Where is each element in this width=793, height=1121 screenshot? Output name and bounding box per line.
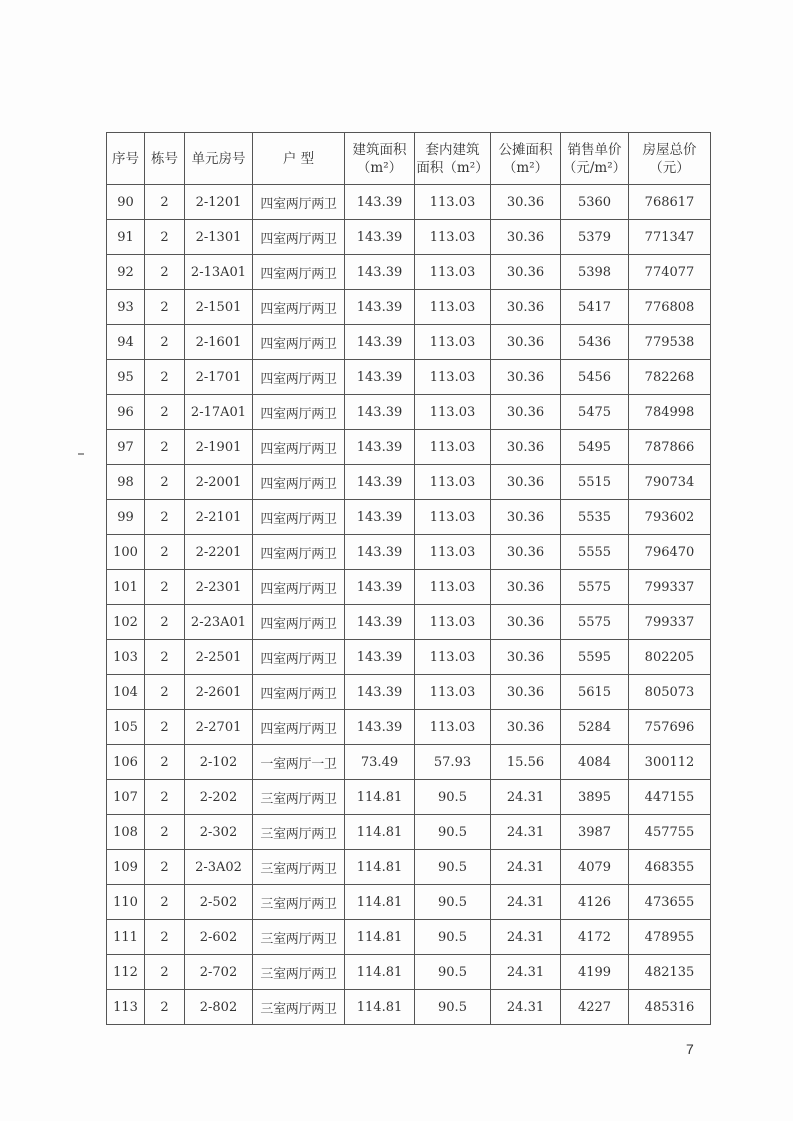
inner-area-cell: 90.5 [415,990,491,1025]
seq-cell: 107 [107,780,145,815]
table-header-row [107,133,711,185]
building-cell: 2 [145,255,185,290]
seq-cell: 95 [107,360,145,395]
header-type: 户 型 [253,133,345,185]
total-price-cell: 482135 [629,955,711,990]
table-row [107,325,711,360]
unit-cell: 2-2501 [185,640,253,675]
type-cell: 三室两厅两卫 [253,850,345,885]
table-row [107,885,711,920]
building-cell: 2 [145,430,185,465]
shared-area-cell: 30.36 [491,220,561,255]
total-price-cell: 468355 [629,850,711,885]
header-total-price: 房屋总价 （元） [629,133,711,185]
unit-price-cell: 4079 [561,850,629,885]
building-cell: 2 [145,745,185,780]
build-area-cell: 114.81 [345,885,415,920]
build-area-cell: 143.39 [345,395,415,430]
type-cell: 三室两厅两卫 [253,920,345,955]
page-number: 7 [686,1041,694,1057]
unit-cell: 2-202 [185,780,253,815]
build-area-cell: 143.39 [345,500,415,535]
build-area-cell: 143.39 [345,535,415,570]
building-cell: 2 [145,605,185,640]
type-cell: 四室两厅两卫 [253,570,345,605]
unit-price-cell: 4084 [561,745,629,780]
seq-cell: 102 [107,605,145,640]
type-cell: 四室两厅两卫 [253,220,345,255]
unit-cell: 2-502 [185,885,253,920]
table-row [107,360,711,395]
shared-area-cell: 30.36 [491,290,561,325]
type-cell: 四室两厅两卫 [253,640,345,675]
unit-price-cell: 5379 [561,220,629,255]
building-cell: 2 [145,815,185,850]
seq-cell: 110 [107,885,145,920]
unit-cell: 2-1501 [185,290,253,325]
build-area-cell: 143.39 [345,430,415,465]
shared-area-cell: 30.36 [491,710,561,745]
building-cell: 2 [145,885,185,920]
building-cell: 2 [145,185,185,220]
table-row [107,955,711,990]
shared-area-cell: 30.36 [491,535,561,570]
unit-cell: 2-1201 [185,185,253,220]
shared-area-cell: 30.36 [491,185,561,220]
seq-cell: 103 [107,640,145,675]
type-cell: 四室两厅两卫 [253,430,345,465]
total-price-cell: 447155 [629,780,711,815]
seq-cell: 111 [107,920,145,955]
build-area-cell: 73.49 [345,745,415,780]
type-cell: 三室两厅两卫 [253,885,345,920]
seq-cell: 98 [107,465,145,500]
unit-cell: 2-1901 [185,430,253,465]
inner-area-cell: 90.5 [415,780,491,815]
building-cell: 2 [145,220,185,255]
unit-price-cell: 5436 [561,325,629,360]
table-row [107,395,711,430]
total-price-cell: 478955 [629,920,711,955]
seq-cell: 105 [107,710,145,745]
unit-price-cell: 5535 [561,500,629,535]
type-cell: 三室两厅两卫 [253,990,345,1025]
table-row [107,465,711,500]
total-price-cell: 799337 [629,570,711,605]
inner-area-cell: 113.03 [415,255,491,290]
inner-area-cell: 113.03 [415,535,491,570]
building-cell: 2 [145,675,185,710]
seq-cell: 99 [107,500,145,535]
inner-area-cell: 113.03 [415,290,491,325]
shared-area-cell: 30.36 [491,325,561,360]
build-area-cell: 143.39 [345,640,415,675]
total-price-cell: 774077 [629,255,711,290]
total-price-cell: 790734 [629,465,711,500]
unit-cell: 2-602 [185,920,253,955]
seq-cell: 113 [107,990,145,1025]
build-area-cell: 114.81 [345,815,415,850]
building-cell: 2 [145,500,185,535]
table-row [107,430,711,465]
total-price-cell: 799337 [629,605,711,640]
build-area-cell: 143.39 [345,360,415,395]
shared-area-cell: 30.36 [491,395,561,430]
inner-area-cell: 113.03 [415,500,491,535]
seq-cell: 96 [107,395,145,430]
shared-area-cell: 24.31 [491,815,561,850]
shared-area-cell: 24.31 [491,780,561,815]
table-row [107,745,711,780]
table-row [107,780,711,815]
building-cell: 2 [145,990,185,1025]
seq-cell: 101 [107,570,145,605]
shared-area-cell: 30.36 [491,500,561,535]
unit-price-cell: 5495 [561,430,629,465]
header-unit: 单元房号 [185,133,253,185]
seq-cell: 97 [107,430,145,465]
inner-area-cell: 113.03 [415,710,491,745]
type-cell: 一室两厅一卫 [253,745,345,780]
inner-area-cell: 113.03 [415,220,491,255]
inner-area-cell: 113.03 [415,570,491,605]
unit-price-cell: 5575 [561,570,629,605]
type-cell: 四室两厅两卫 [253,675,345,710]
shared-area-cell: 24.31 [491,990,561,1025]
inner-area-cell: 90.5 [415,920,491,955]
unit-cell: 2-1301 [185,220,253,255]
price-table [106,132,711,1025]
inner-area-cell: 90.5 [415,850,491,885]
seq-cell: 109 [107,850,145,885]
unit-cell: 2-702 [185,955,253,990]
building-cell: 2 [145,290,185,325]
table-row [107,920,711,955]
build-area-cell: 143.39 [345,255,415,290]
unit-price-cell: 3987 [561,815,629,850]
build-area-cell: 143.39 [345,220,415,255]
inner-area-cell: 113.03 [415,430,491,465]
total-price-cell: 793602 [629,500,711,535]
type-cell: 四室两厅两卫 [253,290,345,325]
table-row [107,710,711,745]
unit-cell: 2-3A02 [185,850,253,885]
build-area-cell: 143.39 [345,290,415,325]
building-cell: 2 [145,570,185,605]
total-price-cell: 757696 [629,710,711,745]
building-cell: 2 [145,955,185,990]
seq-cell: 100 [107,535,145,570]
seq-cell: 104 [107,675,145,710]
building-cell: 2 [145,325,185,360]
table-row [107,815,711,850]
seq-cell: 93 [107,290,145,325]
build-area-cell: 143.39 [345,570,415,605]
type-cell: 四室两厅两卫 [253,255,345,290]
total-price-cell: 784998 [629,395,711,430]
seq-cell: 94 [107,325,145,360]
header-unit-price: 销售单价 （元/m²） [561,133,629,185]
table-row [107,990,711,1025]
build-area-cell: 114.81 [345,780,415,815]
inner-area-cell: 113.03 [415,325,491,360]
inner-area-cell: 90.5 [415,885,491,920]
shared-area-cell: 24.31 [491,850,561,885]
inner-area-cell: 113.03 [415,675,491,710]
table-row [107,220,711,255]
total-price-cell: 787866 [629,430,711,465]
type-cell: 三室两厅两卫 [253,780,345,815]
shared-area-cell: 24.31 [491,885,561,920]
table-row [107,185,711,220]
unit-price-cell: 5398 [561,255,629,290]
unit-cell: 2-23A01 [185,605,253,640]
unit-price-cell: 5284 [561,710,629,745]
unit-price-cell: 5555 [561,535,629,570]
total-price-cell: 776808 [629,290,711,325]
table-body [107,185,711,1025]
unit-price-cell: 4227 [561,990,629,1025]
total-price-cell: 768617 [629,185,711,220]
build-area-cell: 143.39 [345,465,415,500]
type-cell: 四室两厅两卫 [253,395,345,430]
build-area-cell: 143.39 [345,325,415,360]
unit-cell: 2-802 [185,990,253,1025]
unit-price-cell: 5456 [561,360,629,395]
seq-cell: 90 [107,185,145,220]
seq-cell: 106 [107,745,145,780]
unit-price-cell: 5595 [561,640,629,675]
unit-cell: 2-1601 [185,325,253,360]
unit-cell: 2-1701 [185,360,253,395]
build-area-cell: 114.81 [345,850,415,885]
unit-price-cell: 5515 [561,465,629,500]
unit-cell: 2-102 [185,745,253,780]
seq-cell: 108 [107,815,145,850]
shared-area-cell: 30.36 [491,360,561,395]
unit-price-cell: 4126 [561,885,629,920]
shared-area-cell: 30.36 [491,430,561,465]
shared-area-cell: 24.31 [491,955,561,990]
unit-cell: 2-13A01 [185,255,253,290]
scan-mark [78,453,84,455]
type-cell: 四室两厅两卫 [253,465,345,500]
total-price-cell: 473655 [629,885,711,920]
seq-cell: 91 [107,220,145,255]
unit-cell: 2-302 [185,815,253,850]
unit-price-cell: 5417 [561,290,629,325]
seq-cell: 92 [107,255,145,290]
total-price-cell: 457755 [629,815,711,850]
unit-price-cell: 5360 [561,185,629,220]
inner-area-cell: 113.03 [415,395,491,430]
total-price-cell: 300112 [629,745,711,780]
building-cell: 2 [145,360,185,395]
unit-cell: 2-2201 [185,535,253,570]
shared-area-cell: 30.36 [491,570,561,605]
table-row [107,675,711,710]
unit-price-cell: 5475 [561,395,629,430]
table-row [107,570,711,605]
building-cell: 2 [145,920,185,955]
build-area-cell: 143.39 [345,675,415,710]
table-row [107,255,711,290]
seq-cell: 112 [107,955,145,990]
total-price-cell: 796470 [629,535,711,570]
inner-area-cell: 113.03 [415,640,491,675]
shared-area-cell: 24.31 [491,920,561,955]
inner-area-cell: 90.5 [415,815,491,850]
header-seq: 序号 [107,133,145,185]
inner-area-cell: 113.03 [415,605,491,640]
unit-cell: 2-2601 [185,675,253,710]
building-cell: 2 [145,780,185,815]
type-cell: 四室两厅两卫 [253,710,345,745]
table-row [107,605,711,640]
type-cell: 四室两厅两卫 [253,500,345,535]
total-price-cell: 779538 [629,325,711,360]
build-area-cell: 143.39 [345,605,415,640]
build-area-cell: 143.39 [345,185,415,220]
unit-price-cell: 5615 [561,675,629,710]
build-area-cell: 143.39 [345,710,415,745]
type-cell: 三室两厅两卫 [253,815,345,850]
type-cell: 四室两厅两卫 [253,325,345,360]
total-price-cell: 802205 [629,640,711,675]
inner-area-cell: 113.03 [415,360,491,395]
table-row [107,535,711,570]
type-cell: 四室两厅两卫 [253,185,345,220]
header-shared-area: 公摊面积 （m²） [491,133,561,185]
table-row [107,850,711,885]
type-cell: 四室两厅两卫 [253,360,345,395]
unit-price-cell: 3895 [561,780,629,815]
header-building: 栋号 [145,133,185,185]
shared-area-cell: 30.36 [491,640,561,675]
shared-area-cell: 30.36 [491,605,561,640]
unit-cell: 2-2301 [185,570,253,605]
building-cell: 2 [145,850,185,885]
inner-area-cell: 113.03 [415,465,491,500]
type-cell: 四室两厅两卫 [253,535,345,570]
table-row [107,640,711,675]
total-price-cell: 805073 [629,675,711,710]
unit-price-cell: 5575 [561,605,629,640]
total-price-cell: 771347 [629,220,711,255]
unit-price-cell: 4199 [561,955,629,990]
total-price-cell: 782268 [629,360,711,395]
building-cell: 2 [145,465,185,500]
building-cell: 2 [145,640,185,675]
building-cell: 2 [145,710,185,745]
building-cell: 2 [145,395,185,430]
shared-area-cell: 30.36 [491,465,561,500]
unit-cell: 2-2001 [185,465,253,500]
inner-area-cell: 57.93 [415,745,491,780]
shared-area-cell: 30.36 [491,255,561,290]
unit-price-cell: 4172 [561,920,629,955]
header-inner-area: 套内建筑 面积（m²） [415,133,491,185]
type-cell: 四室两厅两卫 [253,605,345,640]
total-price-cell: 485316 [629,990,711,1025]
building-cell: 2 [145,535,185,570]
unit-cell: 2-2101 [185,500,253,535]
shared-area-cell: 15.56 [491,745,561,780]
build-area-cell: 114.81 [345,920,415,955]
table-row [107,500,711,535]
inner-area-cell: 90.5 [415,955,491,990]
type-cell: 三室两厅两卫 [253,955,345,990]
unit-cell: 2-17A01 [185,395,253,430]
table-row [107,290,711,325]
build-area-cell: 114.81 [345,990,415,1025]
inner-area-cell: 113.03 [415,185,491,220]
header-build-area: 建筑面积 （m²） [345,133,415,185]
unit-cell: 2-2701 [185,710,253,745]
build-area-cell: 114.81 [345,955,415,990]
shared-area-cell: 30.36 [491,675,561,710]
